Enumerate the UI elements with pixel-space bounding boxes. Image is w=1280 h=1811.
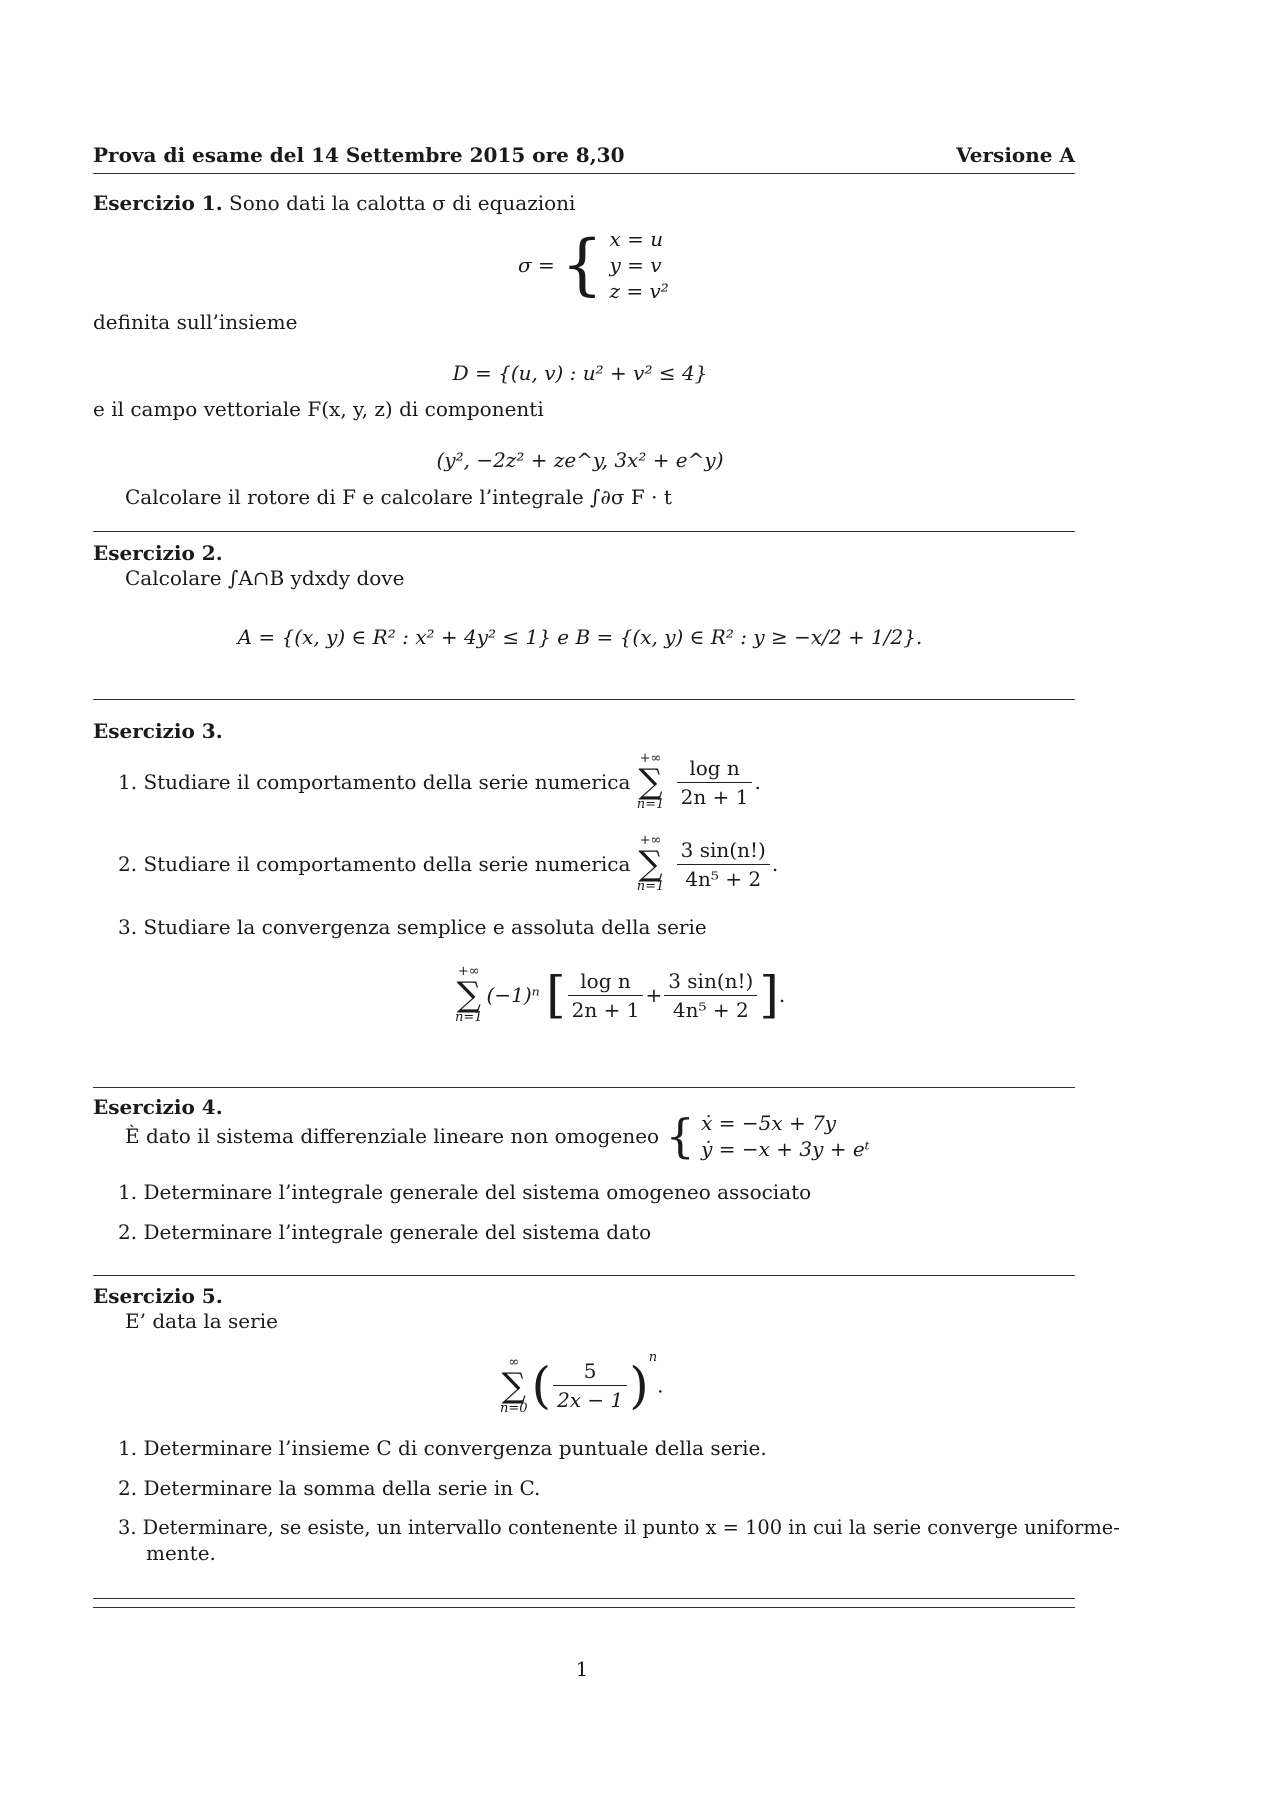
ex5-sum-upper: ∞ (508, 1354, 520, 1370)
ex3-item2-denominator: 4n⁵ + 2 (685, 866, 762, 891)
ex5-denominator: 2x − 1 (557, 1388, 624, 1412)
ex3-item-2 (118, 834, 778, 894)
ex3-item1-sum (637, 752, 665, 812)
ex3-alt-fraction-1 (568, 969, 644, 1022)
ex3-alt-denominator-2: 4n⁵ + 2 (672, 997, 749, 1022)
ex5-intro: E’ data la serie (125, 1309, 278, 1333)
version-label: Versione A (956, 143, 1075, 167)
ex1-task: Calcolare il rotore di F e calcolare l’integrale ∫∂σ F · t (125, 485, 672, 509)
sigma-symbol: ∑ (501, 1365, 526, 1406)
sigma-symbol: ∑ (638, 762, 663, 802)
ex4-heading: Esercizio 4. (93, 1095, 223, 1119)
ex1-eq-x: x = u (609, 227, 664, 251)
ex3-item1-sum-lower: n=1 (636, 797, 665, 812)
ex3-item2-text: 2. Studiare il comportamento della serie numerica (118, 852, 631, 876)
period: . (778, 983, 786, 1007)
ex5-fraction (553, 1359, 627, 1412)
ex3-item2-sum (637, 834, 665, 894)
ex4-eq-1: ẋ = −5x + 7y (701, 1111, 837, 1135)
ex2-rule (93, 699, 1075, 700)
ex1-eq-y: y = v (609, 253, 662, 277)
ex3-item3-text: 3. Studiare la convergenza semplice e assoluta della serie (118, 915, 707, 939)
ex1-field: (y², −2z² + ze^y, 3x² + e^y) (436, 448, 724, 472)
plus-sign: + (645, 983, 663, 1007)
period: . (754, 770, 761, 794)
ex5-series (500, 1350, 664, 1416)
right-bracket: ] (759, 966, 779, 1024)
ex1-domain: D = {(u, v) : u² + v² ≤ 4} (452, 361, 708, 385)
right-paren: ) (629, 1356, 649, 1415)
ex3-rule (93, 1087, 1075, 1088)
ex4-item-2: 2. Determinare l’integrale generale del sistema dato (118, 1220, 652, 1244)
ex4-brace: { (665, 1109, 695, 1163)
ex3-item1-denominator: 2n + 1 (680, 784, 749, 809)
header-rule (93, 173, 1075, 174)
ex1-eq-z: z = v² (609, 279, 669, 303)
left-paren: ( (531, 1356, 552, 1415)
ex1-sigma-system (518, 226, 669, 304)
ex2-heading: Esercizio 2. (93, 541, 223, 565)
ex1-intro-line (93, 191, 575, 215)
ex3-item2-numerator: 3 sin(n!) (677, 838, 770, 865)
ex1-heading: Esercizio 1. (93, 191, 223, 215)
page-number: 1 (575, 1657, 589, 1681)
sigma-symbol: ∑ (638, 844, 663, 884)
ex3-item1-sum-upper: +∞ (639, 751, 662, 766)
ex3-item2-sum-lower: n=1 (636, 879, 665, 894)
ex3-item1-text: 1. Studiare il comportamento della serie numerica (118, 770, 631, 794)
ex1-equations (610, 226, 669, 304)
ex3-item1-numerator: log n (677, 756, 753, 783)
ex3-item1-fraction (677, 756, 753, 809)
ex3-item-1 (118, 752, 761, 812)
ex3-alt-numerator-1: log n (568, 969, 644, 996)
footer-rule-1 (93, 1598, 1075, 1599)
ex4-equations (701, 1110, 870, 1162)
ex3-alt-numerator-2: 3 sin(n!) (664, 969, 757, 996)
ex1-domain-intro: definita sull’insieme (93, 310, 298, 334)
ex3-alt-sum (455, 965, 483, 1025)
ex3-alt-sum-upper: +∞ (457, 964, 480, 979)
ex5-item-1: 1. Determinare l’insieme C di convergenza puntuale della serie. (118, 1436, 767, 1460)
sigma-symbol: ∑ (456, 975, 481, 1015)
ex4-rule (93, 1275, 1075, 1276)
left-bracket: [ (546, 966, 566, 1024)
footer-rule-2 (93, 1607, 1075, 1608)
ex1-rule (93, 531, 1075, 532)
period: . (657, 1373, 664, 1398)
ex3-alt-factor: (−1)ⁿ (486, 983, 540, 1007)
ex5-item-3-line1: 3. Determinare, se esiste, un intervallo contenente il punto x = 100 in cui la serie converge uniforme- (118, 1516, 1120, 1539)
ex3-alt-sum-lower: n=1 (455, 1010, 483, 1025)
exam-title: Prova di esame del 14 Settembre 2015 ore 8,30 (93, 143, 625, 167)
ex4-eq-2: ẏ = −x + 3y + eᵗ (701, 1137, 870, 1161)
period: . (771, 852, 779, 876)
ex5-power: n (648, 1350, 658, 1365)
ex3-heading: Esercizio 3. (93, 719, 223, 743)
ex2-task: Calcolare ∫A∩B ydxdy dove (125, 566, 405, 590)
ex5-sum (500, 1356, 528, 1416)
ex3-alt-fraction-2 (664, 969, 757, 1022)
ex4-intro-line (125, 1110, 870, 1162)
ex3-item2-fraction (677, 838, 770, 891)
ex5-item-3-line2: mente. (146, 1541, 216, 1565)
ex4-item-1: 1. Determinare l’integrale generale del sistema omogeneo associato (118, 1180, 812, 1204)
ex5-heading: Esercizio 5. (93, 1284, 223, 1308)
ex3-alt-series (455, 965, 785, 1025)
ex1-sigma-lhs: σ = (518, 253, 555, 277)
ex5-item-2: 2. Determinare la somma della serie in C. (118, 1476, 541, 1500)
ex4-intro: È dato il sistema differenziale lineare non omogeneo (125, 1124, 660, 1148)
ex1-intro: Sono dati la calotta σ di equazioni (229, 191, 576, 215)
ex1-field-intro: e il campo vettoriale F(x, y, z) di componenti (93, 397, 544, 421)
ex3-alt-denominator-1: 2n + 1 (571, 997, 640, 1022)
ex5-sum-lower: n=0 (500, 1400, 528, 1416)
ex2-sets: A = {(x, y) ∈ R² : x² + 4y² ≤ 1} e B = {(x, y) ∈ R² : y ≥ −x/2 + 1/2}. (237, 625, 923, 649)
ex5-numerator: 5 (553, 1359, 627, 1386)
ex1-brace: { (561, 226, 604, 303)
ex3-item2-sum-upper: +∞ (639, 833, 662, 848)
